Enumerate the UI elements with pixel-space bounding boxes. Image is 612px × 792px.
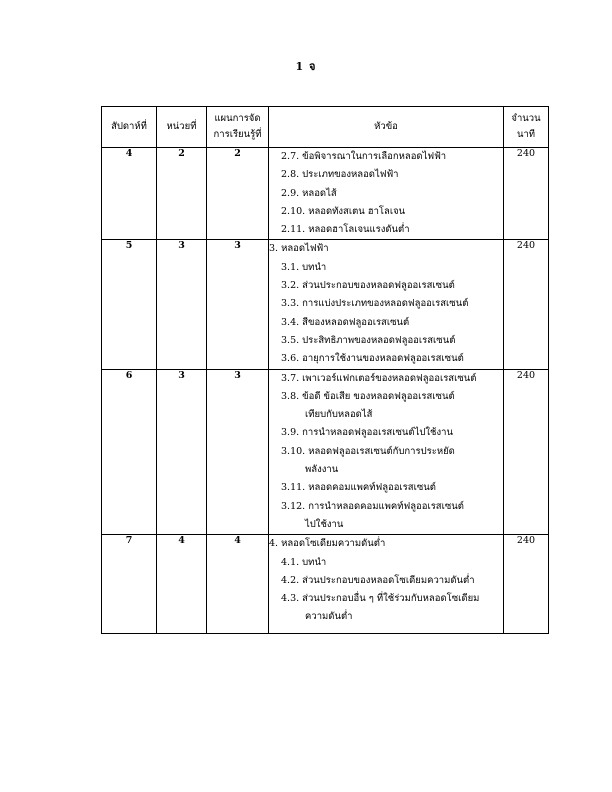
header-minutes [504,107,549,148]
topic-line: 4.2. ส่วนประกอบของหลอดโซเดียมความดันต่ำ [281,574,475,586]
topic-line: 3.8. ข้อดี ข้อเสีย ของหลอดฟลูออเรสเซนต์ [281,390,455,402]
topic-line-continued: พลังงาน [305,464,339,476]
cell-topics [269,148,504,240]
topic-line-continued: ไปใช้งาน [305,518,344,530]
cell-unit: 2 [157,148,207,240]
table-row [102,535,549,634]
topic-line: 3.1. บทนำ [281,261,327,273]
table-row [102,148,549,240]
topic-line: 4.1. บทนำ [281,556,327,568]
lesson-schedule-table [101,106,549,634]
topic-line-continued: เทียบกับหลอดไส้ [305,409,373,421]
cell-week: 4 [102,148,157,240]
header-plan-line2: การเรียนรู้ที่ [213,129,262,140]
topic-line: 3.4. สีของหลอดฟลูออเรสเซนต์ [281,316,410,328]
header-plan-line1: แผนการจัด [214,113,261,124]
topic-line: 3.7. เพาเวอร์แฟกเตอร์ของหลอดฟลูออเรสเซนต์ [281,372,477,384]
topic-line: 2.11. หลอดฮาโลเจนแรงดันต่ำ [281,224,410,236]
topic-line: 3.5. ประสิทธิภาพของหลอดฟลูออเรสเซนต์ [281,334,456,346]
topic-line: 3.11. หลอดคอมแพคท์ฟลูออเรสเซนต์ [281,482,436,494]
topic-line: 3.3. การแบ่งประเภทของหลอดฟลูออเรสเซนต์ [281,298,469,310]
cell-week: 6 [102,369,157,535]
topic-line: 2.7. ข้อพิจารณาในการเลือกหลอดไฟฟ้า [281,151,447,162]
cell-plan: 4 [207,535,269,634]
cell-unit: 3 [157,369,207,535]
header-minutes-line1: จำนวน [511,113,541,124]
header-minutes-line2: นาที [516,129,536,140]
cell-topics [269,369,504,535]
cell-minutes: 240 [504,240,549,369]
page-number: 1 จ [295,60,317,73]
table-row [102,240,549,369]
topic-line: 3.9. การนำหลอดฟลูออเรสเซนต์ไปใช้งาน [281,427,453,439]
topic-line: 2.10. หลอดทังสเตน ฮาโลเจน [281,205,406,217]
cell-plan: 3 [207,369,269,535]
header-plan [207,107,269,148]
topic-line: 4.3. ส่วนประกอบอื่น ๆ ที่ใช้ร่วมกับหลอดโซเดียม [281,593,480,605]
cell-week: 5 [102,240,157,369]
topic-line: 4. หลอดโซเดียมความดันต่ำ [269,538,386,550]
cell-unit: 3 [157,240,207,369]
header-unit: หน่วยที่ [157,107,207,148]
cell-minutes: 240 [504,369,549,535]
cell-topics [269,535,504,634]
cell-minutes: 240 [504,535,549,634]
table-header-row [102,107,549,148]
cell-minutes: 240 [504,148,549,240]
topic-line: 2.9. หลอดไส้ [281,187,337,199]
header-week: สัปดาห์ที่ [102,107,157,148]
cell-plan: 2 [207,148,269,240]
topic-line: 3.12. การนำหลอดคอมแพคท์ฟลูออเรสเซนต์ [281,500,464,512]
cell-plan: 3 [207,240,269,369]
header-topic: หัวข้อ [269,107,504,148]
table-row [102,369,549,535]
topic-line: 3.10. หลอดฟลูออเรสเซนต์กับการประหยัด [281,445,455,457]
topic-line: 3.6. อายุการใช้งานของหลอดฟลูออเรสเซนต์ [281,353,464,365]
topic-line: 3. หลอดไฟฟ้า [269,243,329,255]
cell-unit: 4 [157,535,207,634]
topic-line: 2.8. ประเภทของหลอดไฟฟ้า [281,169,399,181]
topic-line-continued: ความดันต่ำ [305,611,353,623]
cell-week: 7 [102,535,157,634]
cell-topics [269,240,504,369]
topic-line: 3.2. ส่วนประกอบของหลอดฟลูออเรสเซนต์ [281,280,455,292]
